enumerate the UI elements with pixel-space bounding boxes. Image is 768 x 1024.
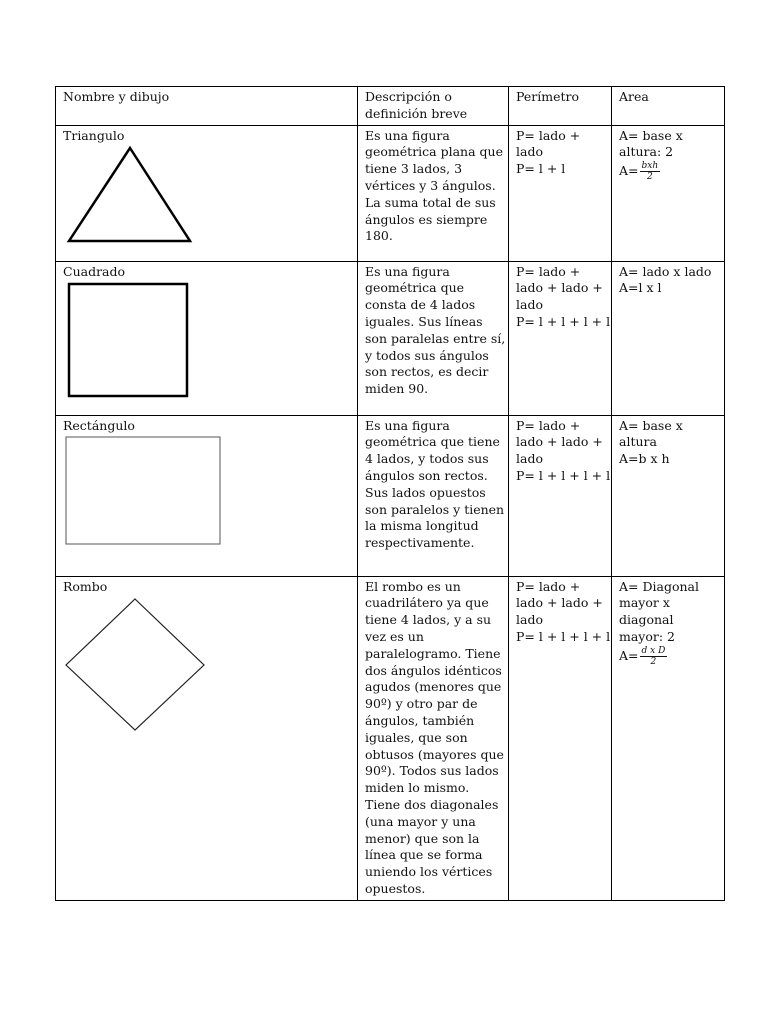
description-line: miden lo mismo. (365, 780, 470, 796)
description-line: geométrica que (365, 280, 465, 296)
description-line: 4 lados, y todos sus (365, 451, 489, 467)
rhombus-drawing (63, 596, 213, 736)
area-formula (619, 161, 718, 182)
area-formula-prefix: A= (619, 647, 639, 663)
description-line: línea que se forma (365, 847, 483, 863)
triangle-shape (69, 148, 190, 241)
area-line: A= lado x lado (619, 263, 712, 279)
fraction-numerator: bxh (641, 161, 659, 172)
area-line: mayor x (619, 595, 670, 611)
header-description-line: Descripción o (365, 89, 452, 104)
perimeter-cell (509, 125, 612, 261)
header-description (358, 87, 509, 126)
description-line: son paralelos y tienen (365, 501, 505, 517)
description-line: y todos sus ángulos (365, 347, 489, 363)
area-cell (612, 125, 725, 261)
description-line: agudos (menores que (365, 679, 502, 695)
description-line: uniendo los vértices (365, 864, 493, 880)
perimeter-line: lado + lado + (516, 280, 603, 296)
area-line: A=l x l (619, 280, 662, 296)
table-row-rhombus (56, 576, 725, 900)
description-line: La suma total de sus (365, 194, 496, 210)
name-cell (56, 415, 358, 576)
area-formula (619, 646, 718, 667)
square-shape (69, 284, 187, 396)
geometry-table (55, 86, 725, 901)
shape-name: Triangulo (63, 127, 125, 143)
description-line: son rectos, es decir (365, 364, 489, 380)
shape-name: Rombo (63, 578, 108, 594)
header-perimeter: Perímetro (509, 87, 612, 126)
area-line: A= base x (619, 127, 683, 143)
description-line: 90º). Todos sus lados (365, 763, 499, 779)
perimeter-line: P= lado + (516, 263, 581, 279)
description-line: Tiene dos diagonales (365, 796, 499, 812)
perimeter-line: P= l + l (516, 161, 566, 177)
name-cell (56, 576, 358, 900)
perimeter-line: lado (516, 612, 543, 628)
name-cell (56, 261, 358, 415)
description-line: paralelogramo. Tiene (365, 645, 501, 661)
area-line: A= base x (619, 417, 683, 433)
area-cell (612, 576, 725, 900)
table-row-rectangle (56, 415, 725, 576)
description-line: Sus lados opuestos (365, 484, 486, 500)
fraction-denominator: 2 (646, 172, 653, 183)
table-row-square (56, 261, 725, 415)
perimeter-line: lado + lado + (516, 595, 603, 611)
description-line: geométrica plana que (365, 144, 503, 160)
perimeter-line: lado (516, 297, 543, 313)
description-line: consta de 4 lados (365, 297, 476, 313)
description-line: ángulos son rectos. (365, 467, 488, 483)
description-line: iguales. Sus líneas (365, 313, 483, 329)
description-line: Es una figura (365, 417, 450, 433)
perimeter-cell (509, 415, 612, 576)
area-line: altura: 2 (619, 144, 674, 160)
perimeter-line: P= l + l + l + l (516, 467, 611, 483)
description-line: son paralelas entre sí, (365, 330, 506, 346)
description-cell (358, 261, 509, 415)
description-line: vez es un (365, 628, 424, 644)
perimeter-line: P= lado + (516, 578, 581, 594)
description-line: tiene 3 lados, 3 (365, 161, 463, 177)
description-line: ángulos es siempre (365, 211, 488, 227)
rectangle-drawing (63, 435, 233, 550)
perimeter-line: P= lado + (516, 127, 581, 143)
shape-name: Rectángulo (63, 417, 135, 433)
square-drawing (63, 281, 213, 401)
area-line: diagonal (619, 612, 674, 628)
description-line: 90º) y otro par de (365, 696, 478, 712)
area-cell (612, 261, 725, 415)
area-fraction (640, 161, 661, 182)
name-cell (56, 125, 358, 261)
description-line: Es una figura (365, 127, 450, 143)
header-description-line: definición breve (365, 105, 468, 121)
perimeter-cell (509, 576, 612, 900)
triangle-drawing (63, 145, 213, 245)
description-line: la misma longitud (365, 518, 479, 534)
perimeter-line: P= l + l + l + l (516, 628, 611, 644)
header-row (56, 87, 725, 126)
header-name: Nombre y dibujo (56, 87, 358, 126)
area-line: A=b x h (619, 451, 670, 467)
description-line: geométrica que tiene (365, 434, 500, 450)
rectangle-shape (66, 437, 220, 544)
perimeter-cell (509, 261, 612, 415)
perimeter-line: P= l + l + l + l (516, 313, 611, 329)
area-line: A= Diagonal (619, 578, 699, 594)
description-line: opuestos. (365, 880, 426, 896)
description-line: El rombo es un (365, 578, 461, 594)
description-cell (358, 415, 509, 576)
description-line: tiene 4 lados, y a su (365, 612, 492, 628)
fraction-numerator: d x D (641, 645, 666, 656)
area-cell (612, 415, 725, 576)
description-line: menor) que son la (365, 830, 480, 846)
fraction-denominator: 2 (650, 656, 657, 667)
description-line: (una mayor y una (365, 813, 476, 829)
shape-name: Cuadrado (63, 263, 126, 279)
description-line: miden 90. (365, 381, 429, 397)
area-fraction (640, 646, 668, 667)
description-line: respectivamente. (365, 535, 475, 551)
rhombus-shape (66, 599, 204, 730)
description-line: 180. (365, 228, 393, 244)
perimeter-line: P= lado + (516, 417, 581, 433)
perimeter-line: lado + lado + (516, 434, 603, 450)
perimeter-line: lado (516, 451, 543, 467)
description-line: ángulos, también (365, 712, 475, 728)
description-line: Es una figura (365, 263, 450, 279)
description-line: dos ángulos idénticos (365, 662, 502, 678)
description-line: cuadrilátero ya que (365, 595, 489, 611)
area-line: altura (619, 434, 657, 450)
area-formula-prefix: A= (619, 163, 639, 179)
description-line: iguales, que son (365, 729, 468, 745)
description-cell (358, 125, 509, 261)
description-line: vértices y 3 ángulos. (365, 177, 496, 193)
perimeter-line: lado (516, 144, 543, 160)
description-cell (358, 576, 509, 900)
description-line: obtusos (mayores que (365, 746, 504, 762)
table-row-triangle (56, 125, 725, 261)
header-area: Area (612, 87, 725, 126)
area-line: mayor: 2 (619, 628, 676, 644)
